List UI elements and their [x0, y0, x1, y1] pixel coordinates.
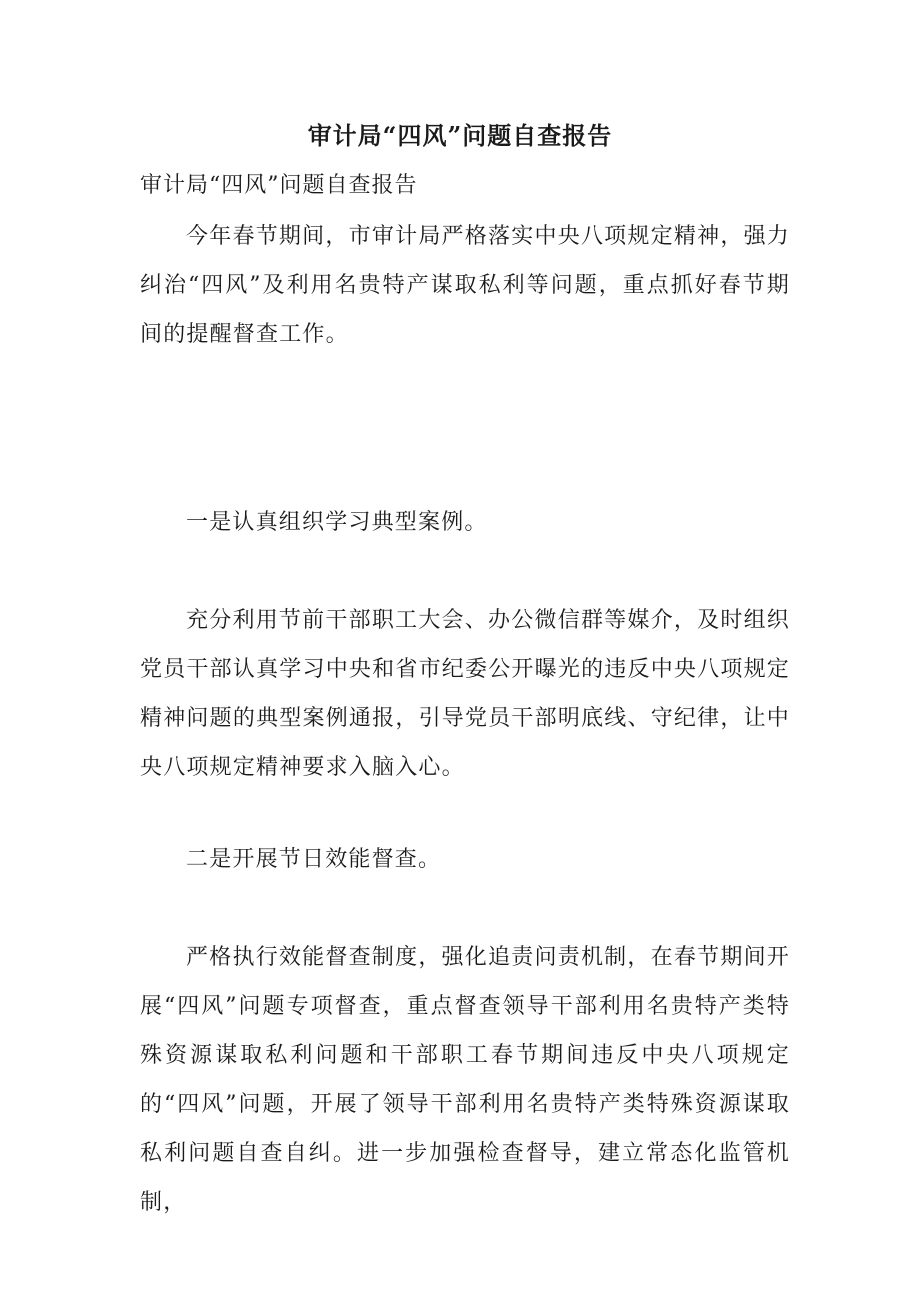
section-paragraph-2: 严格执行效能督查制度，强化追责问责机制，在春节期间开展“四风”问题专项督查，重点督查领导干部利用名贵特产类特殊资源谋取私利问题和干部职工春节期间违反中央八项规定的“四风”问题，开展了领导干部利用名贵特产类特殊资源谋取私利问题自查自纠。进一步加强检查督导，建立常态化监管机制，: [140, 945, 790, 1215]
section-paragraph-1: 充分利用节前干部职工大会、办公微信群等媒介，及时组织党员干部认真学习中央和省市纪委公开曝光的违反中央八项规定精神问题的典型案例通报，引导党员干部明底线、守纪律，让中央八项规定精神要求入脑入心。: [140, 608, 790, 780]
document-title: 审计局“四风”问题自查报告: [307, 121, 613, 150]
document-subtitle: 审计局“四风”问题自查报告: [140, 173, 418, 198]
section-heading-1: 一是认真组织学习典型案例。: [186, 510, 488, 535]
intro-paragraph: 今年春节期间，市审计局严格落实中央八项规定精神，强力纠治“四风”及利用名贵特产谋取私利等问题，重点抓好春节期间的提醒督查工作。: [140, 224, 790, 347]
section-heading-2: 二是开展节日效能督查。: [186, 847, 442, 872]
